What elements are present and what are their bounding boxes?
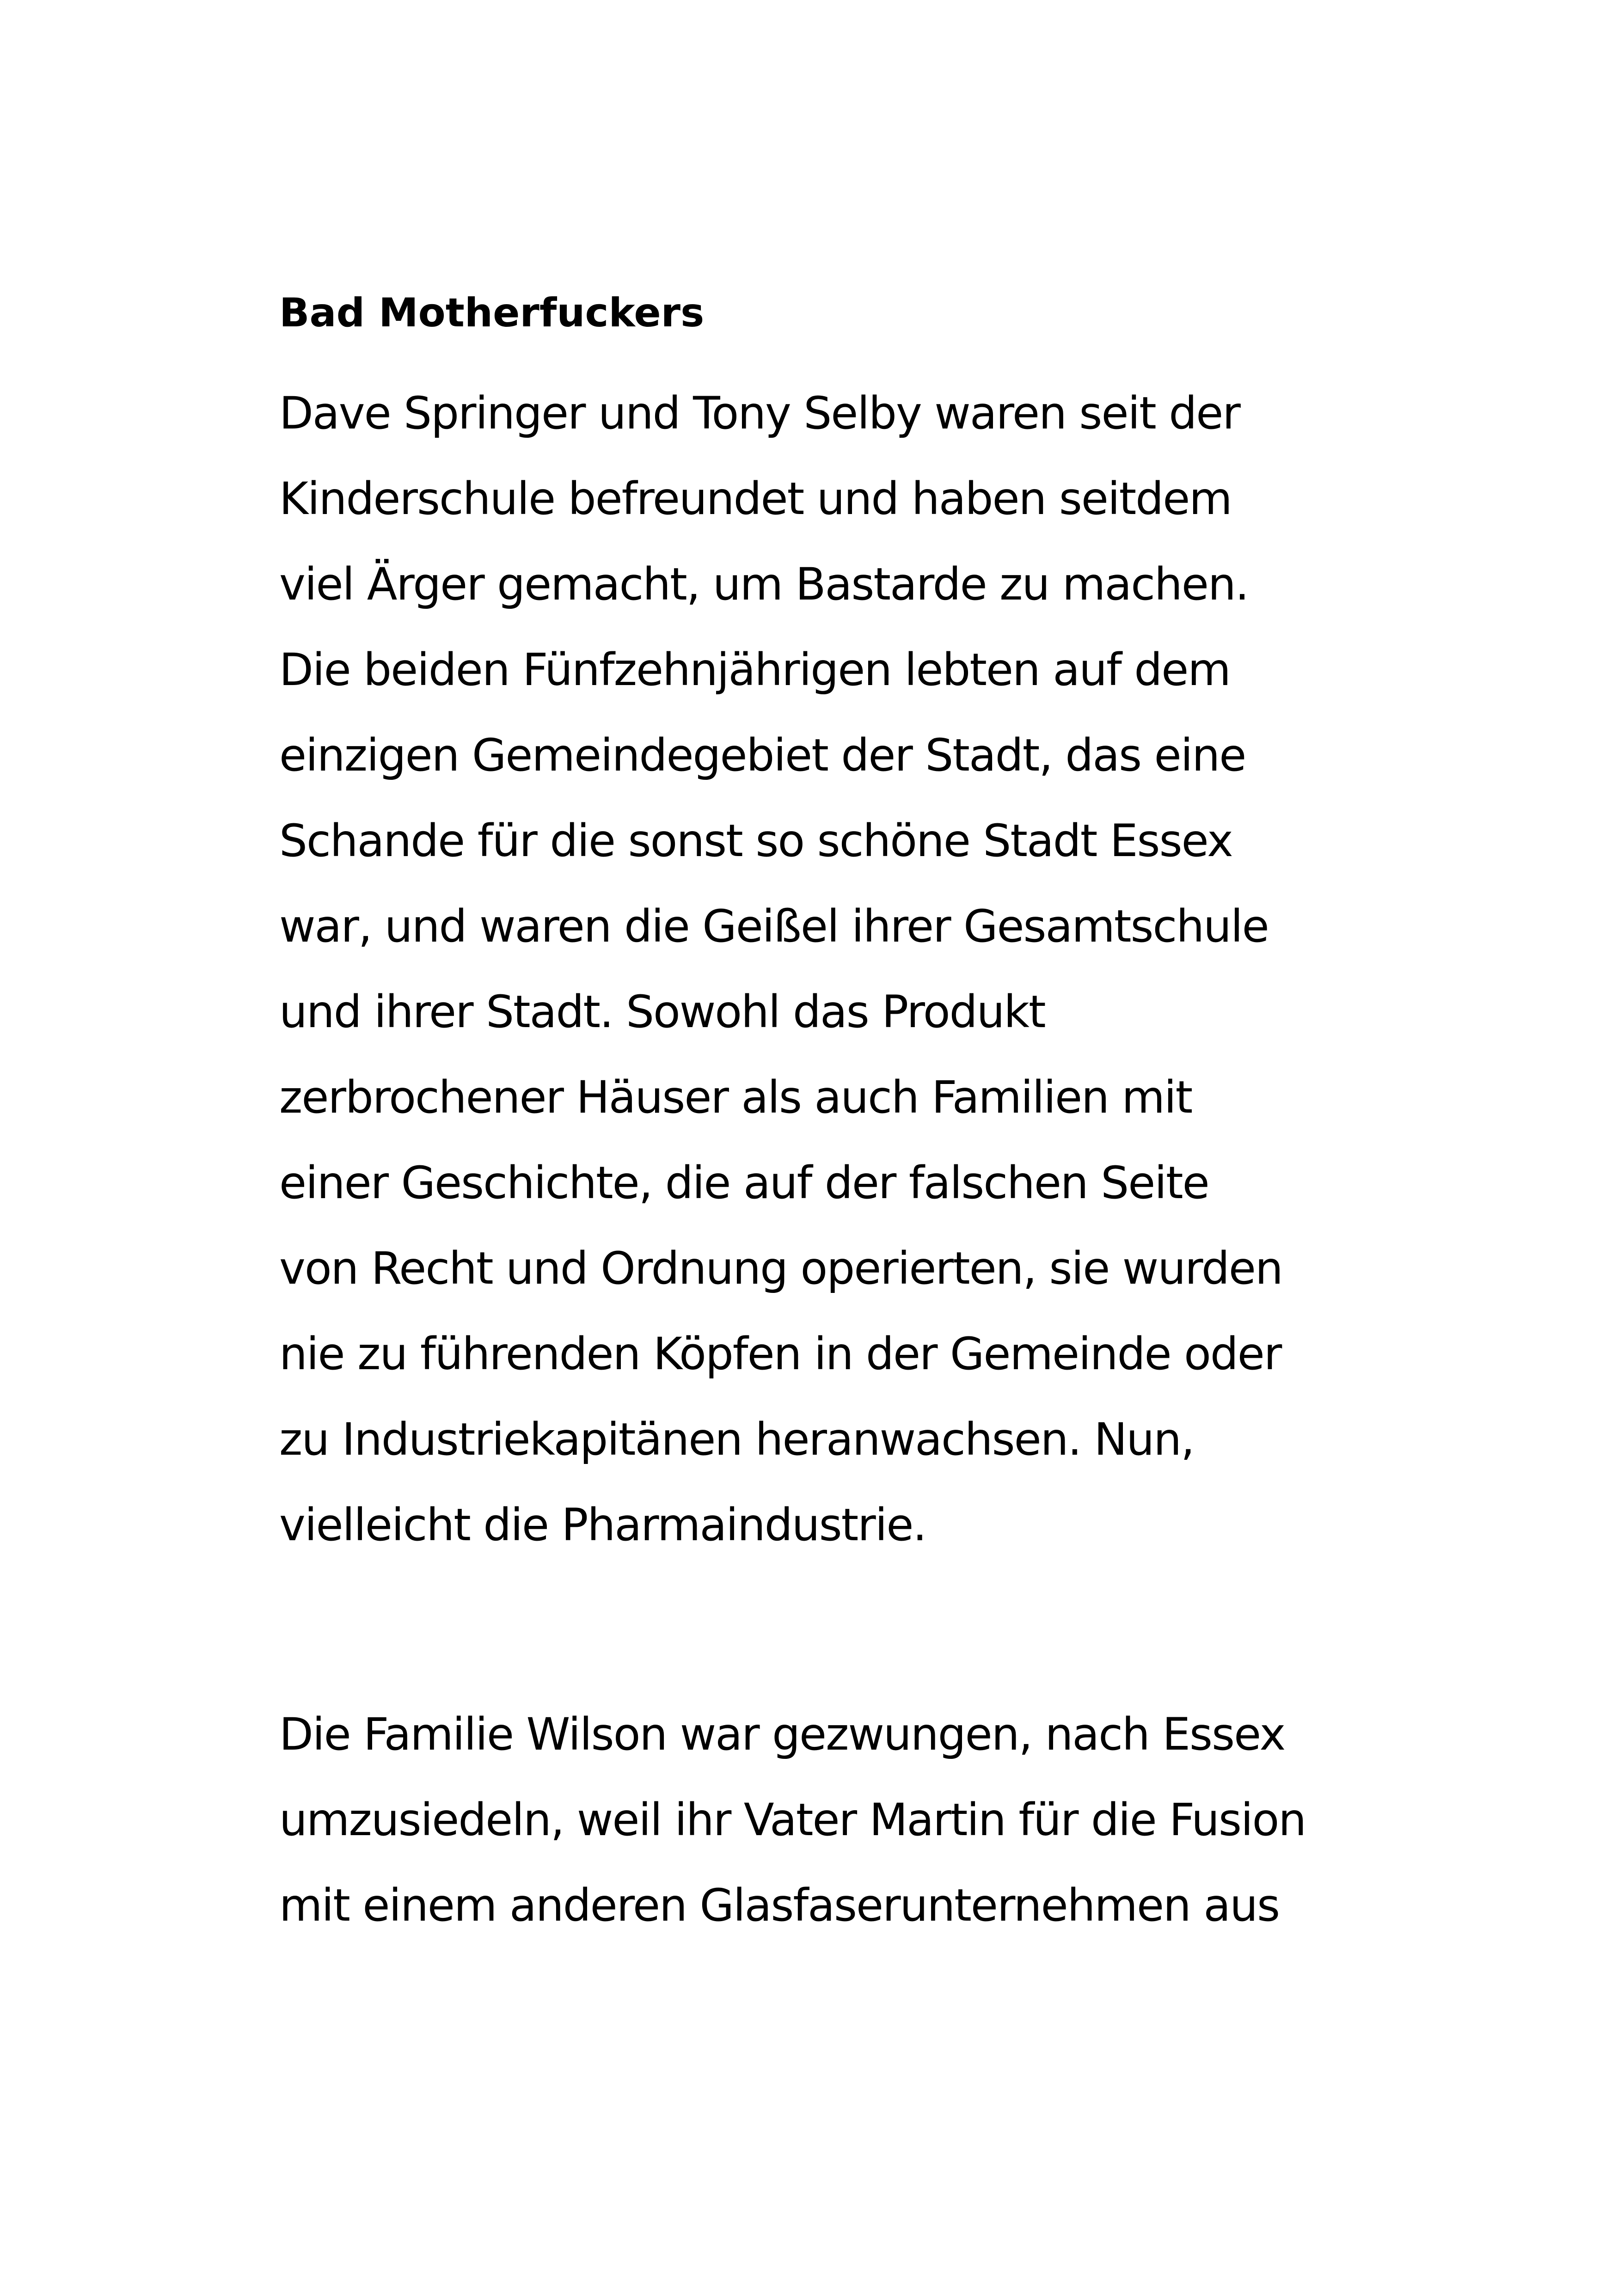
text-line: mit einem anderen Glasfaserunternehmen aus — [279, 1880, 1280, 1931]
text-line: war, und waren die Geißel ihrer Gesamtschule — [279, 900, 1269, 952]
text-line: zerbrochener Häuser als auch Familien mit — [279, 1071, 1192, 1123]
text-line: einzigen Gemeindegebiet der Stadt, das eine — [279, 729, 1246, 781]
document-title: Bad Motherfuckers — [279, 290, 705, 336]
paragraph-2 — [279, 1692, 1389, 1948]
text-line: zu Industriekapitänen heranwachsen. Nun, — [279, 1414, 1194, 1465]
text-line: Die beiden Fünfzehnjährigen lebten auf dem — [279, 644, 1230, 696]
document-body — [279, 283, 1389, 1948]
text-line: Die Familie Wilson war gezwungen, nach Essex — [279, 1708, 1285, 1760]
text-line: Kinderschule befreundet und haben seitdem — [279, 473, 1232, 525]
text-line: einer Geschichte, die auf der falschen Seite — [279, 1157, 1209, 1209]
text-line: Schande für die sonst so schöne Stadt Essex — [279, 815, 1232, 867]
text-line: nie zu führenden Köpfen in der Gemeinde oder — [279, 1328, 1281, 1380]
text-line: und ihrer Stadt. Sowohl das Produkt — [279, 986, 1045, 1038]
text-line: vielleicht die Pharmaindustrie. — [279, 1499, 926, 1551]
text-line: viel Ärger gemacht, um Bastarde zu machen. — [279, 558, 1249, 610]
text-line: Dave Springer und Tony Selby waren seit der — [279, 387, 1240, 439]
paragraph-1 — [279, 371, 1389, 1568]
text-line: von Recht und Ordnung operierten, sie wurden — [279, 1243, 1282, 1294]
text-line: umzusiedeln, weil ihr Vater Martin für die Fusion — [279, 1794, 1306, 1846]
